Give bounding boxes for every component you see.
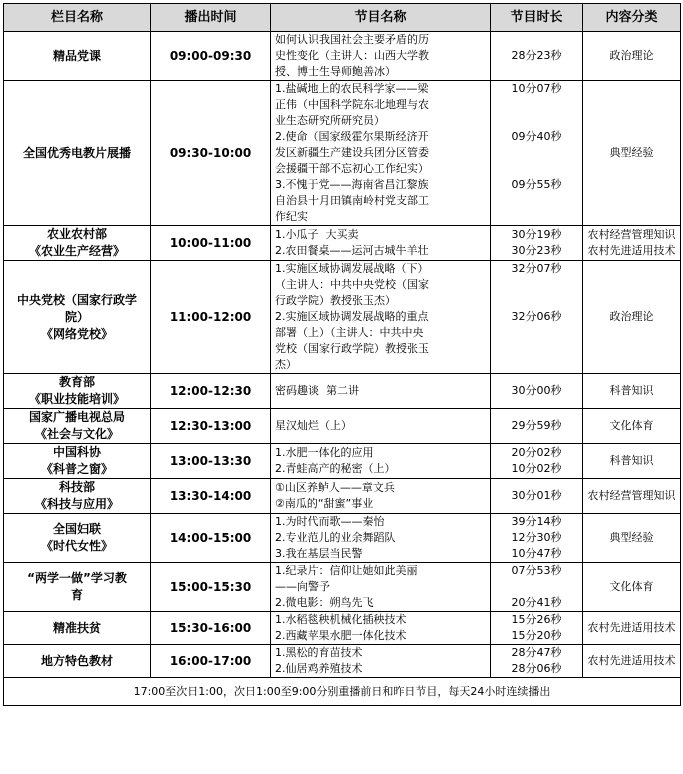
- duration-line: 20分02秒: [511, 446, 562, 459]
- category-line: 文化体育: [609, 419, 654, 432]
- program-line: 如何认识我国社会主要矛盾的历: [275, 33, 429, 46]
- program-line: 3.我在基层当民警: [275, 547, 363, 560]
- program-line: 2.青蛙高产的秘密（上）: [275, 462, 396, 475]
- program-line: 2.使命（国家级霍尔果斯经济开: [275, 130, 429, 143]
- column-name-line: 《科普之窗》: [40, 462, 113, 476]
- duration-line: [495, 193, 578, 209]
- column-name-line: 精品党课: [52, 48, 101, 63]
- column-name-cell: [4, 261, 151, 374]
- duration-line: 32分06秒: [511, 310, 562, 323]
- header-duration: 节目时长: [491, 4, 583, 32]
- duration-line: 10分07秒: [511, 82, 562, 95]
- column-name-cell: [4, 444, 151, 479]
- program-line: 1.水稻毯秧机械化插秧技术: [275, 613, 407, 626]
- program-cell: [271, 261, 491, 374]
- program-line: 业生态研究所研究员）: [275, 114, 385, 127]
- column-name-line: 地方特色教材: [40, 653, 113, 668]
- duration-line: 20分41秒: [511, 596, 562, 609]
- duration-line: [495, 357, 578, 373]
- duration-line: 10分47秒: [511, 547, 562, 560]
- category-line: 政治理论: [609, 49, 654, 62]
- category-cell: [583, 226, 681, 261]
- duration-line: 29分59秒: [511, 419, 562, 432]
- program-cell: [271, 374, 491, 409]
- duration-line: 10分02秒: [511, 462, 562, 475]
- program-line: ——向警予: [275, 580, 330, 593]
- duration-line: [495, 341, 578, 357]
- program-line: 自治县十月田镇南岭村党支部工: [275, 194, 429, 207]
- table-row: [4, 563, 681, 612]
- table-row: [4, 612, 681, 645]
- column-name-line: 农业农村部: [46, 227, 107, 241]
- table-row: [4, 81, 681, 226]
- time-cell: 16:00-17:00: [151, 645, 271, 678]
- column-name-line: 《农业生产经营》: [28, 244, 125, 258]
- duration-cell: [491, 32, 583, 81]
- category-line: 科普知识: [609, 454, 654, 467]
- category-cell: [583, 409, 681, 444]
- table-row: [4, 409, 681, 444]
- table-row: [4, 32, 681, 81]
- program-cell: [271, 81, 491, 226]
- column-name-cell: [4, 409, 151, 444]
- table-row: [4, 226, 681, 261]
- column-name-cell: [4, 645, 151, 678]
- program-line: 党校（国家行政学院）教授张玉: [275, 342, 429, 355]
- duration-line: 07分53秒: [511, 564, 562, 577]
- duration-line: [495, 161, 578, 177]
- program-line: ①山区养鲈人——章文兵: [275, 481, 395, 494]
- program-line: 1.盐碱地上的农民科学家——梁: [275, 82, 429, 95]
- duration-line: 39分14秒: [511, 515, 562, 528]
- column-name-cell: [4, 32, 151, 81]
- program-line: 史性变化（主讲人：山西大学教: [275, 49, 429, 62]
- table-row: [4, 514, 681, 563]
- program-line: 1.纪录片：信仰让她如此美丽: [275, 564, 418, 577]
- category-cell: [583, 645, 681, 678]
- program-line: 授、博士生导师鲍善冰）: [275, 65, 396, 78]
- time-cell: 10:00-11:00: [151, 226, 271, 261]
- program-line: 杰）: [275, 358, 297, 371]
- program-cell: [271, 612, 491, 645]
- category-cell: [583, 612, 681, 645]
- program-line: 作纪实: [275, 210, 308, 223]
- duration-cell: [491, 444, 583, 479]
- duration-line: [495, 97, 578, 113]
- duration-line: 30分23秒: [511, 244, 562, 257]
- program-line: （主讲人：中共中央党校（国家: [275, 278, 429, 291]
- program-line: ②南瓜的“甜蜜”事业: [275, 497, 374, 510]
- header-category: 内容分类: [583, 4, 681, 32]
- duration-line: 12分30秒: [511, 531, 562, 544]
- program-cell: [271, 645, 491, 678]
- footer-row: [4, 678, 681, 706]
- schedule-table: [3, 3, 681, 706]
- duration-line: [495, 579, 578, 595]
- column-name-line: 中央党校（国家行政学: [16, 292, 137, 307]
- category-cell: [583, 374, 681, 409]
- time-cell: 13:30-14:00: [151, 479, 271, 514]
- category-cell: [583, 32, 681, 81]
- duration-line: 28分23秒: [511, 49, 562, 62]
- category-line: 典型经验: [609, 146, 654, 159]
- time-cell: 11:00-12:00: [151, 261, 271, 374]
- column-name-cell: [4, 563, 151, 612]
- table-row: [4, 479, 681, 514]
- column-name-line: 院）: [64, 309, 89, 324]
- duration-cell: [491, 226, 583, 261]
- column-name-cell: [4, 479, 151, 514]
- duration-line: [495, 209, 578, 225]
- column-name-line: 《社会与文化》: [34, 427, 119, 441]
- table-row: [4, 444, 681, 479]
- column-name-line: 育: [70, 588, 83, 602]
- category-cell: [583, 261, 681, 374]
- duration-line: 09分55秒: [511, 178, 562, 191]
- header-row: [4, 4, 681, 32]
- program-line: 密码趣谈 第二讲: [275, 384, 359, 397]
- column-name-line: 《网络党校》: [40, 326, 113, 341]
- column-name-cell: [4, 374, 151, 409]
- duration-line: [495, 293, 578, 309]
- column-name-line: 《时代女性》: [40, 539, 113, 553]
- column-name-cell: [4, 514, 151, 563]
- category-cell: [583, 81, 681, 226]
- category-cell: [583, 514, 681, 563]
- table-row: [4, 261, 681, 374]
- duration-line: 32分07秒: [511, 262, 562, 275]
- duration-line: 30分01秒: [511, 489, 562, 502]
- duration-line: 15分20秒: [511, 629, 562, 642]
- program-line: 2.微电影：朔鸟先飞: [275, 596, 374, 609]
- column-name-line: 国家广播电视总局: [28, 410, 125, 424]
- duration-line: 28分06秒: [511, 662, 562, 675]
- program-line: 1.黑松的育苗技术: [275, 646, 363, 659]
- duration-line: 28分47秒: [511, 646, 562, 659]
- column-name-line: 《职业技能培训》: [28, 392, 125, 406]
- program-line: 2.仙居鸡养殖技术: [275, 662, 363, 675]
- category-line: 文化体育: [609, 580, 654, 593]
- duration-cell: [491, 81, 583, 226]
- time-cell: 14:00-15:00: [151, 514, 271, 563]
- duration-line: 30分00秒: [511, 384, 562, 397]
- table-row: [4, 374, 681, 409]
- duration-line: [495, 325, 578, 341]
- program-line: 行政学院）教授张玉杰）: [275, 294, 396, 307]
- column-name-line: 全国妇联: [52, 522, 101, 536]
- duration-line: 30分19秒: [511, 228, 562, 241]
- time-cell: 12:00-12:30: [151, 374, 271, 409]
- duration-cell: [491, 479, 583, 514]
- duration-cell: [491, 409, 583, 444]
- category-cell: [583, 479, 681, 514]
- duration-cell: [491, 261, 583, 374]
- program-line: 部署（上）（主讲人：中共中央: [275, 326, 424, 339]
- program-cell: [271, 32, 491, 81]
- duration-cell: [491, 374, 583, 409]
- header-column: 栏目名称: [4, 4, 151, 32]
- program-line: 1.小瓜子 大买卖: [275, 228, 359, 241]
- duration-line: 09分40秒: [511, 130, 562, 143]
- duration-line: [495, 277, 578, 293]
- program-line: 1.实施区域协调发展战略（下）: [275, 262, 429, 275]
- column-name-cell: [4, 612, 151, 645]
- column-name-line: 《科技与应用》: [34, 497, 119, 511]
- program-line: 星汉灿烂（上）: [275, 419, 352, 432]
- time-cell: 15:00-15:30: [151, 563, 271, 612]
- header-time: 播出时间: [151, 4, 271, 32]
- category-line: 农村经营管理知识: [587, 228, 676, 241]
- time-cell: 09:30-10:00: [151, 81, 271, 226]
- program-cell: [271, 409, 491, 444]
- program-line: 会援疆干部不忘初心工作纪实）: [275, 162, 429, 175]
- category-line: 农村经营管理知识: [587, 489, 676, 502]
- column-name-line: 教育部: [58, 375, 95, 389]
- time-cell: 09:00-09:30: [151, 32, 271, 81]
- column-name-cell: [4, 81, 151, 226]
- duration-line: [495, 113, 578, 129]
- program-cell: [271, 563, 491, 612]
- program-line: 1.为时代而歌——秦怡: [275, 515, 385, 528]
- program-line: 2.农田餐桌——运河古城牛羊壮: [275, 244, 429, 257]
- program-line: 正伟（中国科学院东北地理与农: [275, 98, 429, 111]
- duration-cell: [491, 612, 583, 645]
- category-line: 典型经验: [609, 531, 654, 544]
- category-line: 农村先进适用技术: [587, 621, 676, 634]
- time-cell: 12:30-13:00: [151, 409, 271, 444]
- program-line: 1.水肥一体化的应用: [275, 446, 374, 459]
- column-name-line: 科技部: [58, 480, 95, 494]
- duration-cell: [491, 645, 583, 678]
- category-cell: [583, 444, 681, 479]
- column-name-cell: [4, 226, 151, 261]
- header-program: 节目名称: [271, 4, 491, 32]
- category-line: 科普知识: [609, 384, 654, 397]
- duration-line: 15分26秒: [511, 613, 562, 626]
- table-row: [4, 645, 681, 678]
- program-line: 2.实施区域协调发展战略的重点: [275, 310, 429, 323]
- column-name-line: 全国优秀电教片展播: [22, 145, 131, 160]
- duration-cell: [491, 563, 583, 612]
- time-cell: 15:30-16:00: [151, 612, 271, 645]
- program-line: 2.专业范儿的业余舞蹈队: [275, 531, 396, 544]
- category-line: 农村先进适用技术: [587, 244, 676, 257]
- time-cell: 13:00-13:30: [151, 444, 271, 479]
- duration-cell: [491, 514, 583, 563]
- column-name-line: 中国科协: [52, 445, 101, 459]
- program-line: 2.西藏苹果水肥一体化技术: [275, 629, 407, 642]
- column-name-line: 精准扶贫: [52, 620, 101, 635]
- column-name-line: “两学一做”学习教: [27, 571, 127, 585]
- program-cell: [271, 226, 491, 261]
- category-line: 政治理论: [609, 310, 654, 323]
- program-line: 发区新疆生产建设兵团分区管委: [275, 146, 429, 159]
- program-cell: [271, 479, 491, 514]
- program-line: 3.不愧于党——海南省昌江黎族: [275, 178, 429, 191]
- duration-line: [495, 145, 578, 161]
- program-cell: [271, 514, 491, 563]
- footer-note: 17:00至次日1:00，次日1:00至9:00分别重播前日和昨日节目，每天24小时连续播出: [4, 678, 681, 706]
- category-line: 农村先进适用技术: [587, 654, 676, 667]
- program-cell: [271, 444, 491, 479]
- category-cell: [583, 563, 681, 612]
